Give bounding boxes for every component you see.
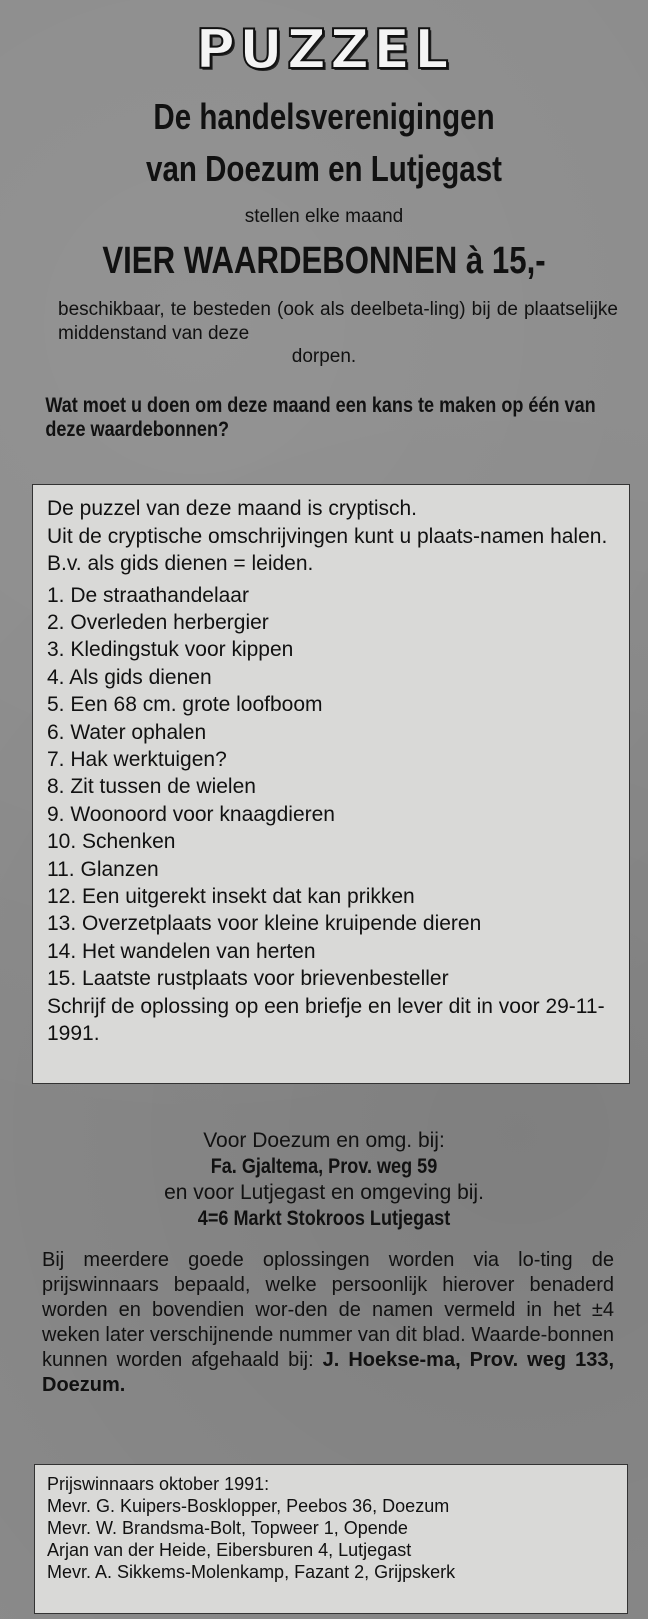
clue-item: 6. Water ophalen (47, 720, 207, 744)
clue-item: 7. Hak werktuigen? (47, 747, 227, 771)
clue-item: 1. De straathandelaar (47, 583, 249, 607)
intro-end: dorpen. (291, 346, 357, 367)
clue-item: 14. Het wandelen van herten (47, 939, 316, 963)
heading-line-2: van Doezum en Lutjegast (146, 148, 502, 189)
clue-list (47, 582, 615, 993)
clue-item: 11. Glanzen (47, 857, 159, 881)
info-paragraph (42, 1248, 614, 1398)
winners-box (34, 1464, 628, 1614)
clue-item: 8. Zit tussen de wielen (47, 775, 256, 799)
winner-item: Mevr. A. Sikkems-Molenkamp, Fazant 2, Grijpskerk (47, 1562, 456, 1582)
clue-item: 3. Kledingstuk voor kippen (47, 638, 294, 662)
intro-text: beschikbaar, te besteden (ook als deelbeta-ling) bij de plaatselijke middenstand van deze (58, 299, 618, 344)
clue-item: 10. Schenken (47, 830, 176, 854)
clue-item: 12. Een uitgerekt insekt dat kan prikken (47, 884, 415, 908)
clue-item: 5. Een 68 cm. grote loofboom (47, 693, 323, 717)
heading-line-1: De handelsverenigingen (153, 96, 495, 137)
submit-line-3: en voor Lutjegast en omgeving bij. (164, 1181, 484, 1204)
winner-item: Mevr. W. Brandsma-Bolt, Topweer 1, Opende (47, 1518, 408, 1538)
puzzle-box (32, 484, 630, 1084)
subheading: stellen elke maand (244, 206, 404, 227)
clue-item: 4. Als gids dienen (47, 665, 212, 689)
info-text: Bij meerdere goede oplossingen worden via lo-ting de prijswinnaars bepaald, welke persoonlijk hierover benaderd worden en bovendien wor-den de namen vermeld in het ±4 weken later verschijnende nummer van dit blad. Waarde-bonnen kunnen worden afgehaald bij: (42, 1249, 614, 1371)
clue-item: 2. Overleden herbergier (47, 610, 269, 634)
winner-item: Mevr. G. Kuipers-Bosklopper, Peebos 36, Doezum (47, 1496, 450, 1516)
winners-heading: Prijswinnaars oktober 1991: (47, 1474, 270, 1494)
clue-item: 9. Woonoord voor knaagdieren (47, 802, 335, 826)
puzzle-closing: Schrijf de oplossing op een briefje en lever dit in voor 29-11-1991. (47, 994, 605, 1046)
question-text: Wat moet u doen om deze maand een kans te maken op één van deze waardebonnen? (45, 394, 596, 441)
puzzle-intro-2: Uit de cryptische omschrijvingen kunt u plaats-namen halen. B.v. als gids dienen = leiden. (47, 524, 608, 575)
submit-line-4: 4=6 Markt Stokroos Lutjegast (197, 1207, 451, 1230)
puzzle-intro-1: De puzzel van deze maand is cryptisch. (47, 497, 418, 520)
winner-item: Arjan van der Heide, Eibersburen 4, Lutjegast (47, 1540, 412, 1560)
submit-line-1: Voor Doezum en omg. bij: (203, 1129, 445, 1152)
info-bold: J. Hoekse-ma, Prov. weg 133, Doezum. (42, 1349, 614, 1396)
submit-line-2: Fa. Gjaltema, Prov. weg 59 (210, 1155, 438, 1178)
highlight-heading: VIER WAARDEBONNEN à 15,- (102, 240, 546, 282)
clue-item: 15. Laatste rustplaats voor brievenbesteller (47, 967, 449, 991)
submission-info (0, 1128, 648, 1232)
page-title: PUZZEL (195, 18, 453, 81)
clue-item: 13. Overzetplaats voor kleine kruipende dieren (47, 912, 482, 936)
